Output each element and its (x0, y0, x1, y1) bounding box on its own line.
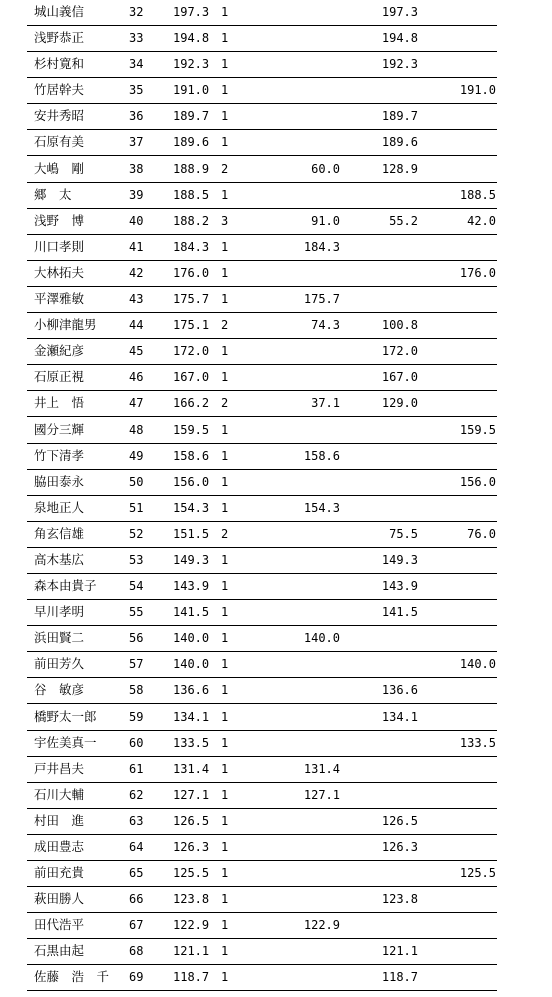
player-name: 橋野太一郎 (34, 708, 97, 724)
points-col-1: 131.4 (303, 761, 340, 776)
player-name: 森本由貴子 (34, 578, 97, 594)
entry-count: 1 (221, 135, 229, 150)
total-points: 159.5 (173, 422, 210, 437)
rank-number: 59 (129, 709, 144, 724)
total-points: 188.2 (173, 213, 210, 228)
total-points: 121.1 (173, 944, 210, 959)
rank-number: 62 (129, 787, 144, 802)
player-name: 成田豊志 (34, 839, 85, 854)
rank-number: 50 (129, 474, 144, 489)
player-name: 浅野恭正 (34, 30, 85, 46)
player-name: 川口孝則 (34, 238, 85, 254)
entry-count: 2 (221, 318, 229, 333)
points-col-1: 122.9 (303, 918, 340, 933)
total-points: 189.6 (173, 135, 210, 150)
points-col-2: 194.8 (381, 31, 418, 46)
total-points: 154.3 (173, 500, 210, 515)
table-row (0, 861, 552, 887)
points-col-1: 140.0 (303, 631, 340, 646)
points-col-3: 125.5 (459, 866, 496, 881)
player-name: 田代浩平 (34, 917, 85, 933)
entry-count: 1 (221, 735, 229, 750)
points-col-2: 192.3 (381, 57, 418, 72)
points-col-2: 143.9 (381, 579, 418, 594)
entry-count: 1 (221, 292, 229, 307)
table-row (0, 130, 552, 156)
player-name: 金瀬紀彦 (34, 343, 85, 359)
entry-count: 1 (221, 344, 229, 359)
table-row (0, 783, 552, 809)
entry-count: 2 (221, 396, 229, 411)
total-points: 176.0 (173, 265, 210, 280)
row-divider (27, 990, 497, 991)
total-points: 126.3 (173, 840, 210, 854)
total-points: 194.8 (173, 31, 210, 46)
table-row (0, 835, 552, 861)
table-row (0, 939, 552, 965)
player-name: 竹下清孝 (34, 447, 85, 463)
points-col-1: 91.0 (311, 213, 340, 228)
rank-number: 33 (129, 31, 144, 46)
entry-count: 1 (221, 500, 229, 515)
points-col-1: 74.3 (311, 318, 340, 333)
player-name: 谷 敏彦 (34, 682, 85, 698)
rank-number: 39 (129, 187, 144, 202)
entry-count: 1 (221, 239, 229, 254)
table-row (0, 705, 552, 731)
player-name: 早川孝明 (34, 604, 85, 620)
table-row (0, 183, 552, 209)
player-name: 井上 悟 (34, 395, 85, 411)
player-name: 佐藤 浩 千 (34, 969, 110, 985)
table-row (0, 444, 552, 470)
entry-count: 1 (221, 31, 229, 46)
entry-count: 1 (221, 474, 229, 489)
player-name: 脇田泰永 (34, 473, 85, 489)
table-row (0, 313, 552, 339)
table-row (0, 887, 552, 913)
rank-number: 44 (129, 318, 144, 333)
entry-count: 1 (221, 187, 229, 202)
table-row (0, 470, 552, 496)
points-col-2: 126.5 (381, 813, 418, 828)
table-row (0, 287, 552, 313)
rank-number: 61 (129, 761, 144, 776)
points-col-2: 167.0 (381, 370, 418, 385)
total-points: 189.7 (173, 109, 210, 124)
table-row (0, 209, 552, 235)
player-name: 高木基広 (34, 551, 85, 567)
total-points: 158.6 (173, 448, 210, 463)
table-row (0, 418, 552, 444)
player-name: 角玄信雄 (34, 525, 85, 541)
table-row (0, 157, 552, 183)
table-row (0, 678, 552, 704)
total-points: 149.3 (173, 552, 210, 567)
entry-count: 1 (221, 892, 229, 907)
points-col-2: 55.2 (389, 213, 418, 228)
rank-number: 45 (129, 344, 144, 359)
table-row (0, 52, 552, 78)
points-col-1: 60.0 (311, 161, 340, 176)
rank-number: 49 (129, 448, 144, 463)
total-points: 151.5 (173, 526, 210, 541)
entry-count: 1 (221, 813, 229, 828)
points-col-2: 189.6 (381, 135, 418, 150)
points-col-2: 121.1 (381, 944, 418, 959)
rank-number: 53 (129, 552, 144, 567)
player-name: 戸井昌夫 (34, 760, 85, 776)
entry-count: 1 (221, 866, 229, 881)
table-row (0, 913, 552, 939)
rank-number: 42 (129, 265, 144, 280)
table-row (0, 548, 552, 574)
entry-count: 1 (221, 761, 229, 776)
entry-count: 3 (221, 213, 229, 228)
entry-count: 1 (221, 918, 229, 933)
table-row (0, 809, 552, 835)
total-points: 123.8 (173, 892, 210, 907)
rank-number: 46 (129, 370, 144, 385)
player-name: 萩田勝人 (34, 891, 85, 907)
rank-number: 48 (129, 422, 144, 437)
total-points: 188.5 (173, 187, 210, 202)
rank-number: 68 (129, 944, 144, 959)
entry-count: 1 (221, 787, 229, 802)
total-points: 184.3 (173, 239, 210, 254)
table-row (0, 757, 552, 783)
table-row (0, 522, 552, 548)
entry-count: 1 (221, 840, 229, 854)
points-col-2: 123.8 (381, 892, 418, 907)
rank-number: 36 (129, 109, 144, 124)
points-col-2: 149.3 (381, 552, 418, 567)
rank-number: 38 (129, 161, 144, 176)
rank-number: 51 (129, 500, 144, 515)
total-points: 143.9 (173, 579, 210, 594)
entry-count: 1 (221, 683, 229, 698)
total-points: 197.3 (173, 5, 210, 19)
points-col-1: 37.1 (311, 396, 340, 411)
points-col-2: 134.1 (381, 709, 418, 724)
points-col-3: 133.5 (459, 735, 496, 750)
points-col-2: 129.0 (381, 396, 418, 411)
entry-count: 2 (221, 161, 229, 176)
points-col-3: 188.5 (459, 187, 496, 202)
rank-number: 37 (129, 135, 144, 150)
points-col-2: 136.6 (381, 683, 418, 698)
total-points: 118.7 (173, 970, 210, 985)
table-row (0, 391, 552, 417)
rank-number: 43 (129, 292, 144, 307)
player-name: 石川大輔 (34, 786, 85, 802)
player-name: 前田芳久 (34, 656, 85, 672)
entry-count: 1 (221, 370, 229, 385)
player-name: 城山義信 (34, 4, 85, 19)
total-points: 188.9 (173, 161, 210, 176)
points-col-2: 197.3 (381, 5, 418, 19)
player-name: 石原正視 (34, 369, 85, 385)
points-col-3: 140.0 (459, 657, 496, 672)
table-row (0, 626, 552, 652)
table-row (0, 965, 552, 991)
rank-number: 52 (129, 526, 144, 541)
total-points: 172.0 (173, 344, 210, 359)
rank-number: 66 (129, 892, 144, 907)
points-col-2: 75.5 (389, 526, 418, 541)
table-row (0, 365, 552, 391)
player-name: 前田充貴 (34, 865, 85, 881)
player-name: 竹居幹夫 (34, 82, 85, 98)
total-points: 140.0 (173, 631, 210, 646)
rank-number: 57 (129, 657, 144, 672)
player-name: 平澤雅敏 (34, 291, 85, 307)
player-name: 國分三輝 (34, 421, 85, 437)
rank-number: 41 (129, 239, 144, 254)
points-col-2: 118.7 (381, 970, 418, 985)
table-row (0, 261, 552, 287)
entry-count: 1 (221, 709, 229, 724)
total-points: 156.0 (173, 474, 210, 489)
rank-number: 35 (129, 83, 144, 98)
player-name: 小柳津龍男 (34, 317, 97, 333)
rank-number: 60 (129, 735, 144, 750)
player-name: 浅野 博 (34, 212, 85, 228)
player-name: 浜田賢二 (34, 630, 85, 646)
total-points: 134.1 (173, 709, 210, 724)
total-points: 175.1 (173, 318, 210, 333)
player-name: 石原有美 (34, 134, 85, 150)
points-col-3: 156.0 (459, 474, 496, 489)
table-row (0, 104, 552, 130)
rank-number: 40 (129, 213, 144, 228)
rank-number: 47 (129, 396, 144, 411)
points-col-1: 154.3 (303, 500, 340, 515)
total-points: 131.4 (173, 761, 210, 776)
entry-count: 1 (221, 265, 229, 280)
rank-number: 32 (129, 5, 144, 19)
player-name: 石黒由起 (34, 943, 85, 959)
rank-number: 58 (129, 683, 144, 698)
points-col-2: 141.5 (381, 605, 418, 620)
player-name: 安井秀昭 (34, 108, 85, 124)
entry-count: 2 (221, 526, 229, 541)
points-col-2: 128.9 (381, 161, 418, 176)
entry-count: 1 (221, 57, 229, 72)
entry-count: 1 (221, 552, 229, 567)
total-points: 126.5 (173, 813, 210, 828)
points-col-1: 184.3 (303, 239, 340, 254)
points-col-3: 176.0 (459, 265, 496, 280)
table-row (0, 731, 552, 757)
total-points: 122.9 (173, 918, 210, 933)
rank-number: 55 (129, 605, 144, 620)
player-name: 村田 進 (34, 812, 85, 828)
entry-count: 1 (221, 970, 229, 985)
table-row (0, 496, 552, 522)
points-col-2: 189.7 (381, 109, 418, 124)
total-points: 136.6 (173, 683, 210, 698)
player-name: 郷 太 (34, 186, 72, 202)
total-points: 192.3 (173, 57, 210, 72)
total-points: 127.1 (173, 787, 210, 802)
total-points: 141.5 (173, 605, 210, 620)
points-col-3: 42.0 (467, 213, 496, 228)
total-points: 166.2 (173, 396, 210, 411)
total-points: 175.7 (173, 292, 210, 307)
entry-count: 1 (221, 83, 229, 98)
entry-count: 1 (221, 448, 229, 463)
rank-number: 67 (129, 918, 144, 933)
rank-number: 34 (129, 57, 144, 72)
points-col-3: 76.0 (467, 526, 496, 541)
total-points: 167.0 (173, 370, 210, 385)
rank-number: 56 (129, 631, 144, 646)
table-row (0, 652, 552, 678)
table-row (0, 600, 552, 626)
total-points: 133.5 (173, 735, 210, 750)
total-points: 191.0 (173, 83, 210, 98)
table-row (0, 26, 552, 52)
total-points: 140.0 (173, 657, 210, 672)
points-col-2: 172.0 (381, 344, 418, 359)
points-col-1: 175.7 (303, 292, 340, 307)
entry-count: 1 (221, 944, 229, 959)
points-col-1: 127.1 (303, 787, 340, 802)
player-name: 泉地正人 (34, 499, 85, 515)
table-row (0, 339, 552, 365)
total-points: 125.5 (173, 866, 210, 881)
rank-number: 64 (129, 840, 144, 854)
entry-count: 1 (221, 657, 229, 672)
entry-count: 1 (221, 579, 229, 594)
points-col-3: 191.0 (459, 83, 496, 98)
points-col-2: 100.8 (381, 318, 418, 333)
table-row (0, 235, 552, 261)
points-col-3: 159.5 (459, 422, 496, 437)
points-col-2: 126.3 (381, 840, 418, 854)
player-name: 杉村寛和 (34, 56, 85, 72)
player-name: 大林拓夫 (34, 264, 85, 280)
entry-count: 1 (221, 109, 229, 124)
table-row (0, 78, 552, 104)
rank-number: 65 (129, 866, 144, 881)
entry-count: 1 (221, 5, 229, 19)
table-row (0, 574, 552, 600)
points-col-1: 158.6 (303, 448, 340, 463)
rank-number: 69 (129, 970, 144, 985)
entry-count: 1 (221, 631, 229, 646)
rank-number: 63 (129, 813, 144, 828)
entry-count: 1 (221, 422, 229, 437)
rank-number: 54 (129, 579, 144, 594)
player-name: 大嶋 剛 (34, 160, 85, 176)
player-name: 宇佐美真一 (34, 734, 97, 750)
table-row (0, 0, 552, 26)
entry-count: 1 (221, 605, 229, 620)
